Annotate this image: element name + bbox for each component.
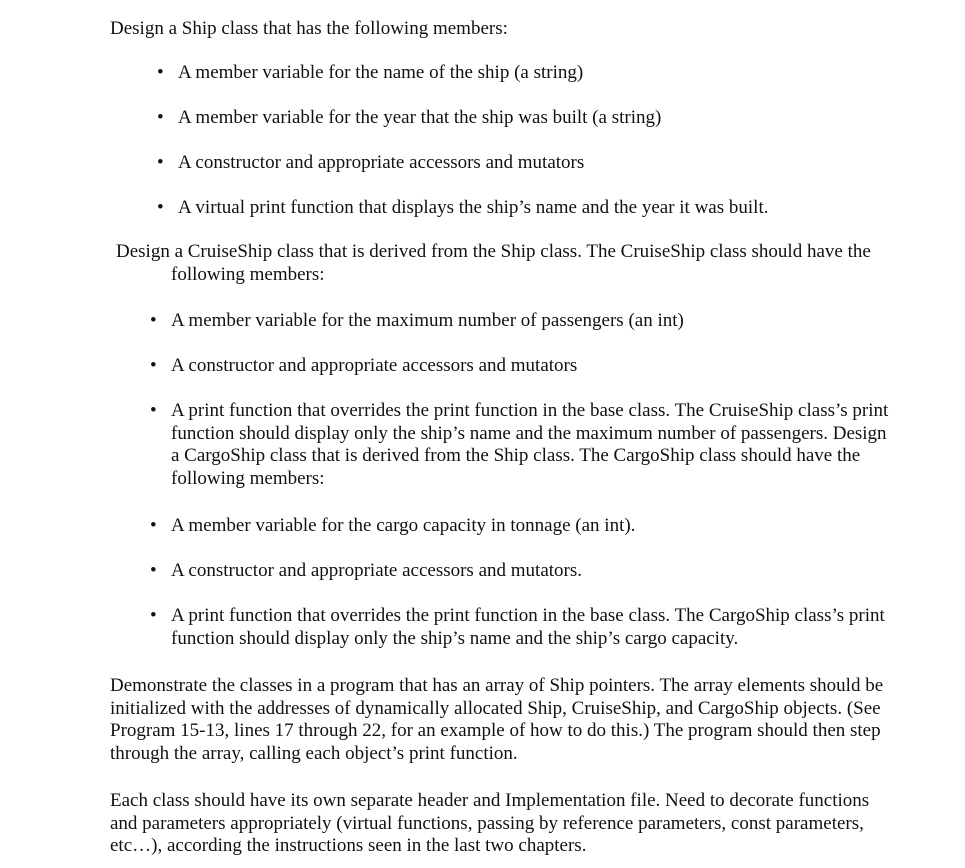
header-files-paragraph: Each class should have its own separate header and Implementation file. Need to decorate functions and parameters appropriately (virtual functions, passing by reference parameters, const parameters, etc…), according the instructions seen in the last two chapters. (110, 790, 870, 856)
ship-member-constructor: A constructor and appropriate accessors and mutators (178, 152, 585, 173)
list-item (143, 560, 933, 584)
cargoship-member-capacity: A member variable for the cargo capacity in tonnage (an int). (171, 515, 636, 536)
list-item (150, 152, 930, 176)
bullet-icon: • (157, 62, 164, 83)
cruiseship-member-constructor: A constructor and appropriate accessors and mutators (171, 355, 578, 376)
list-item (143, 355, 933, 379)
list-item (143, 605, 933, 651)
ship-member-print: A virtual print function that displays the ship’s name and the year it was built. (178, 197, 769, 218)
bullet-icon: • (150, 400, 157, 421)
bullet-icon: • (150, 605, 157, 626)
bullet-icon: • (150, 515, 157, 536)
bullet-icon: • (150, 560, 157, 581)
list-item (143, 400, 933, 492)
bullet-icon: • (157, 107, 164, 128)
list-item (150, 62, 930, 86)
cruiseship-class-intro: Design a CruiseShip class that is derived from the Ship class. The CruiseShip class should have the following members: (116, 241, 871, 285)
bullet-icon: • (150, 310, 157, 331)
list-item (143, 515, 933, 539)
ship-member-name: A member variable for the name of the ship (a string) (178, 62, 584, 83)
cargoship-member-print: A print function that overrides the print function in the base class. The CargoShip class’s print function should display only the ship’s name and the ship’s cargo capacity. (171, 605, 885, 649)
bullet-icon: • (157, 197, 164, 218)
cruiseship-member-print: A print function that overrides the print function in the base class. The CruiseShip class’s print function should display only the ship’s name and the maximum number of passengers. Design a CargoShip class that is derived from the Ship class. The CargoShip class should have the following members: (171, 400, 889, 489)
ship-class-intro: Design a Ship class that has the following members: (110, 18, 508, 39)
bullet-icon: • (157, 152, 164, 173)
list-item (150, 197, 930, 221)
list-item (150, 107, 930, 131)
demonstrate-paragraph: Demonstrate the classes in a program that has an array of Ship pointers. The array elements should be initialized with the addresses of dynamically allocated Ship, CruiseShip, and CargoShip objects. (See Program 15-13, lines 17 through 22, for an example of how to do this.) The program should then step through the array, calling each object’s print function. (110, 675, 884, 764)
cruiseship-member-passengers: A member variable for the maximum number of passengers (an int) (171, 310, 684, 331)
ship-member-year: A member variable for the year that the ship was built (a string) (178, 107, 662, 128)
cargoship-member-constructor: A constructor and appropriate accessors and mutators. (171, 560, 583, 581)
list-item (143, 310, 933, 334)
bullet-icon: • (150, 355, 157, 376)
